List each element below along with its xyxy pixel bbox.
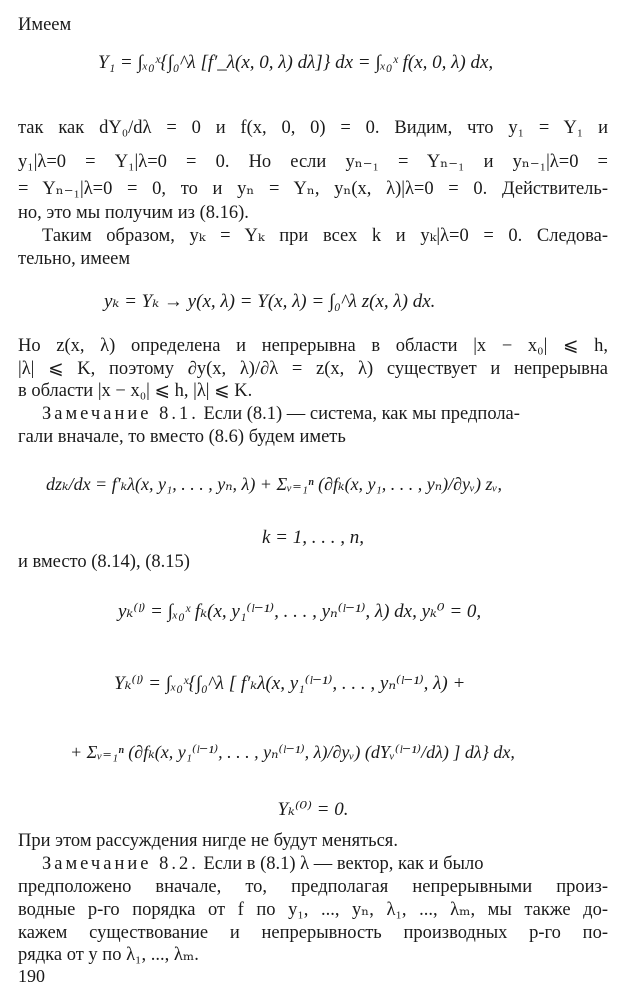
text-line: = Yₙ₋₁|λ=0 = 0, то и yₙ = Yₙ, yₙ(x, λ)|λ=0 = 0. Действитель- [18,179,608,199]
text-line: Таким образом, yₖ = Yₖ при всех k и yₖ|λ=0 = 0. Следова- [42,226,608,246]
text-line: Но z(x, λ) определена и непрерывна в области |x − x₀| ⩽ h, [18,336,608,356]
text-line: предположено вначале, то, предполагая непрерывными произ- [18,877,608,897]
remark-line [42,403,520,425]
formula-yk-limit: yₖ = Yₖ → y(x, λ) = Y(x, λ) = ∫₀^λ z(x, λ) dx. [104,291,436,312]
text-line: Имеем [18,15,72,35]
text-line: y₁|λ=0 = Y₁|λ=0 = 0. Но если yₙ₋₁ = Yₙ₋₁ и yₙ₋₁|λ=0 = [18,152,608,172]
formula-yk-l: yₖ⁽ˡ⁾ = ∫ₓ₀ˣ fₖ(x, y₁⁽ˡ⁻¹⁾, . . . , yₙ⁽ˡ⁻¹⁾, λ) dx, yₖ⁰ = 0, [118,601,482,622]
page-number: 190 [18,966,45,986]
text-line: кажем существование и непрерывность производных p-го по- [18,923,608,943]
text-line: гали вначале, то вместо (8.6) будем иметь [18,427,346,447]
formula-Yk-l: Yₖ⁽ˡ⁾ = ∫ₓ₀ˣ{∫₀^λ [ f′ₖλ(x, y₁⁽ˡ⁻¹⁾, . . . , yₙ⁽ˡ⁻¹⁾, λ) + [114,673,466,694]
formula-dzk-dx: dzₖ/dx = f′ₖλ(x, y₁, . . . , yₙ, λ) + Σᵥ₌₁ⁿ (∂fₖ(x, y₁, . . . , yₙ)/∂yᵥ) zᵥ, [46,474,503,494]
remark-line [42,853,483,875]
text-line: но, это мы получим из (8.16). [18,203,249,223]
text-line: водные p-го порядка от f по y₁, ..., yₙ, λ₁, ..., λₘ, мы также до- [18,900,608,920]
text-line: тельно, имеем [18,249,131,269]
text-line: При этом рассуждения нигде не будут меняться. [18,831,398,851]
text-line: |λ| ⩽ K, поэтому ∂y(x, λ)/∂λ = z(x, λ) существует и непрерывна [18,359,608,379]
formula-Yk-l-continued: + Σᵥ₌₁ⁿ (∂fₖ(x, y₁⁽ˡ⁻¹⁾, . . . , yₙ⁽ˡ⁻¹⁾, λ)/∂yᵥ) (dYᵥ⁽ˡ⁻¹⁾/dλ) ] dλ} dx, [70,742,515,762]
remark-text: Если в (8.1) λ — вектор, как и было [203,854,484,874]
remark-heading: Замечание 8.1. [42,404,199,424]
text-line: в области |x − x₀| ⩽ h, |λ| ⩽ K. [18,381,253,401]
text-line: и вместо (8.14), (8.15) [18,552,190,572]
remark-text: Если (8.1) — система, как мы предпола- [203,404,520,424]
text-line: рядка от y по λ₁, ..., λₘ. [18,945,199,965]
formula-y1: Y₁ = ∫ₓ₀ˣ{∫₀^λ [f′_λ(x, 0, λ) dλ]} dx = ∫ₓ₀ˣ f(x, 0, λ) dx, [98,52,494,73]
formula-k-range: k = 1, . . . , n, [261,527,364,548]
text-line: так как dY₀/dλ = 0 и f(x, 0, 0) = 0. Видим, что y₁ = Y₁ и [18,118,608,138]
remark-heading: Замечание 8.2. [42,854,199,874]
formula-Yk-0: Yₖ⁽⁰⁾ = 0. [277,799,349,820]
